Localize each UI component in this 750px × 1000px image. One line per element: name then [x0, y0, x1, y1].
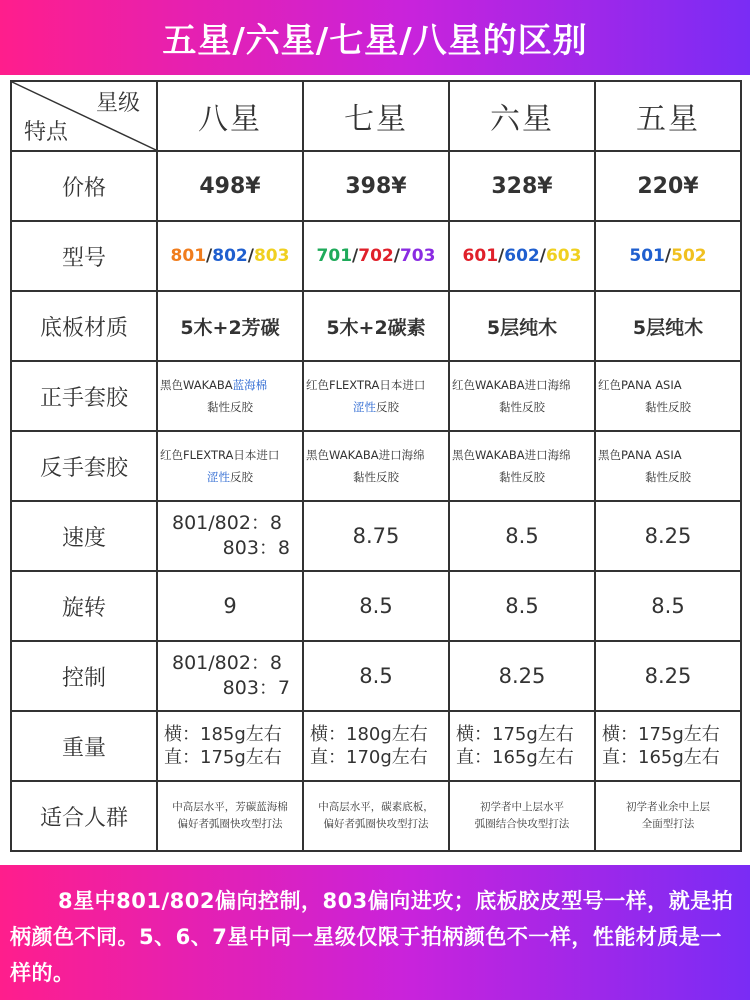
spin-five: 8.5 — [595, 571, 741, 641]
price-five: 220¥ — [595, 151, 741, 221]
corner-label-feature: 特点 — [24, 120, 69, 145]
speed-five: 8.25 — [595, 501, 741, 571]
model-number-segment: / — [206, 246, 213, 266]
table-row-spin — [11, 571, 741, 641]
model-number-segment: / — [393, 246, 400, 266]
model-six — [449, 221, 595, 291]
model-number-segment: 602 — [504, 246, 540, 266]
model-number-segment: 802 — [212, 246, 248, 266]
model-number-segment: / — [247, 246, 254, 266]
row-label-weight: 重量 — [11, 711, 157, 781]
control-five: 8.25 — [595, 641, 741, 711]
column-header-five: 五星 — [595, 81, 741, 151]
row-label-speed: 速度 — [11, 501, 157, 571]
table-row-model — [11, 221, 741, 291]
table-row-speed — [11, 501, 741, 571]
model-seven — [303, 221, 449, 291]
spin-six: 8.5 — [449, 571, 595, 641]
backhand-eight: 红色FLEXTRA日本进口 涩性反胶 — [157, 431, 303, 501]
corner-cell — [11, 81, 157, 151]
weight-five: 横：175g左右 直：165g左右 — [595, 711, 741, 781]
row-label-audience: 适合人群 — [11, 781, 157, 851]
model-number-segment: 703 — [399, 246, 436, 266]
forehand-five: 红色PANA ASIA 黏性反胶 — [595, 361, 741, 431]
control-seven: 8.5 — [303, 641, 449, 711]
control-eight: 801/802：8 803：7 — [157, 641, 303, 711]
spin-seven: 8.5 — [303, 571, 449, 641]
price-six: 328¥ — [449, 151, 595, 221]
model-eight — [157, 221, 303, 291]
model-number-segment: / — [352, 246, 359, 266]
row-label-backhand: 反手套胶 — [11, 431, 157, 501]
forehand-seven: 红色FLEXTRA日本进口 涩性反胶 — [303, 361, 449, 431]
row-label-control: 控制 — [11, 641, 157, 711]
control-six: 8.25 — [449, 641, 595, 711]
column-header-seven: 七星 — [303, 81, 449, 151]
spin-eight: 9 — [157, 571, 303, 641]
material-eight: 5木+2芳碳 — [157, 291, 303, 361]
audience-five: 初学者业余中上层 全面型打法 — [595, 781, 741, 851]
model-number-segment: 803 — [253, 246, 290, 266]
model-number-segment: 801 — [170, 246, 207, 266]
backhand-six: 黑色WAKABA进口海绵 黏性反胶 — [449, 431, 595, 501]
corner-label-level: 星级 — [95, 91, 140, 116]
price-eight: 498¥ — [157, 151, 303, 221]
model-number-segment: / — [498, 246, 505, 266]
model-number-segment: / — [664, 246, 672, 266]
model-five — [595, 221, 741, 291]
audience-eight: 中高层水平，芳碳蓝海棉 偏好者弧圈快攻型打法 — [157, 781, 303, 851]
header-banner — [0, 0, 750, 75]
model-number-segment: 501 — [629, 246, 665, 266]
footer-note — [0, 865, 750, 1000]
model-number-segment: 502 — [671, 246, 707, 266]
forehand-six: 红色WAKABA进口海绵 黏性反胶 — [449, 361, 595, 431]
weight-six: 横：175g左右 直：165g左右 — [449, 711, 595, 781]
backhand-seven: 黑色WAKABA进口海绵 黏性反胶 — [303, 431, 449, 501]
table-row-material — [11, 291, 741, 361]
material-six: 5层纯木 — [449, 291, 595, 361]
comparison-table — [10, 80, 742, 852]
weight-seven: 横：180g左右 直：170g左右 — [303, 711, 449, 781]
model-number-segment: 601 — [462, 246, 499, 266]
table-row-audience — [11, 781, 741, 851]
table-header-row — [11, 81, 741, 151]
footer-text: 8星中801/802偏向控制，803偏向进攻；底板胶皮型号一样，就是拍柄颜色不同。5、6、7星中同一星级仅限于拍柄颜色不一样，性能材质是一样的。 — [10, 889, 734, 985]
material-five: 5层纯木 — [595, 291, 741, 361]
row-label-forehand: 正手套胶 — [11, 361, 157, 431]
row-label-model: 型号 — [11, 221, 157, 291]
column-header-eight: 八星 — [157, 81, 303, 151]
table-row-price — [11, 151, 741, 221]
page-title: 五星/六星/七星/八星的区别 — [162, 21, 588, 61]
audience-seven: 中高层水平，碳素底板， 偏好者弧圈快攻型打法 — [303, 781, 449, 851]
row-label-price: 价格 — [11, 151, 157, 221]
weight-eight: 横：185g左右 直：175g左右 — [157, 711, 303, 781]
model-number-segment: 701 — [316, 246, 353, 266]
speed-six: 8.5 — [449, 501, 595, 571]
model-number-segment: 702 — [358, 246, 394, 266]
price-seven: 398¥ — [303, 151, 449, 221]
material-seven: 5木+2碳素 — [303, 291, 449, 361]
speed-eight: 801/802：8 803：8 — [157, 501, 303, 571]
table-row-control — [11, 641, 741, 711]
row-label-material: 底板材质 — [11, 291, 157, 361]
forehand-eight: 黑色WAKABA蓝海棉 黏性反胶 — [157, 361, 303, 431]
table-row-forehand — [11, 361, 741, 431]
model-number-segment: / — [539, 246, 546, 266]
audience-six: 初学者中上层水平 弧圈结合快攻型打法 — [449, 781, 595, 851]
speed-seven: 8.75 — [303, 501, 449, 571]
model-number-segment: 603 — [545, 246, 582, 266]
backhand-five: 黑色PANA ASIA 黏性反胶 — [595, 431, 741, 501]
table-row-backhand — [11, 431, 741, 501]
column-header-six: 六星 — [449, 81, 595, 151]
row-label-spin: 旋转 — [11, 571, 157, 641]
table-row-weight — [11, 711, 741, 781]
